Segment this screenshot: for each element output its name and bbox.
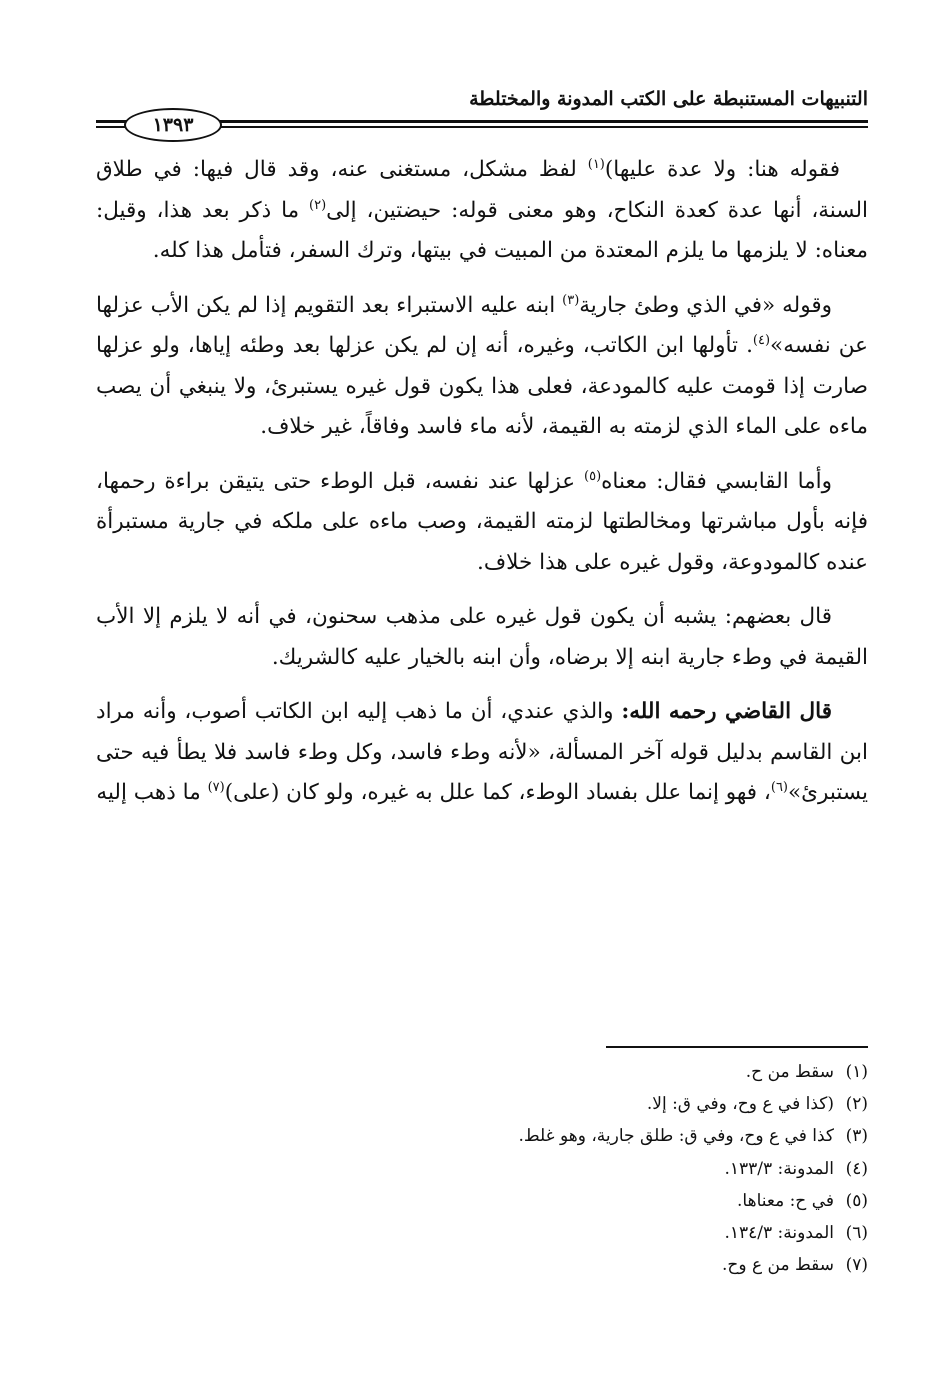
footnote bbox=[300, 1249, 868, 1281]
text-run: ابنه عليه الاستبراء بعد التقويم إذا لم يكن الأب عزلها عن نفسه» bbox=[96, 292, 868, 358]
text-run: ، فهو إنما علل بفساد الوطء، كما علل به غيره، ولو كان (على) bbox=[224, 780, 771, 805]
footnote bbox=[300, 1120, 868, 1152]
footnote bbox=[300, 1217, 868, 1249]
footnote bbox=[300, 1185, 868, 1217]
paragraph bbox=[96, 597, 868, 678]
footnote-text: سقط من ح. bbox=[745, 1062, 834, 1082]
footnote-marker: (٧) bbox=[207, 779, 225, 795]
footnotes-list bbox=[300, 1056, 868, 1281]
page-header bbox=[96, 84, 868, 140]
text-run: ما ذكر بعد هذا، وقيل: معناه: لا يلزمها ما يلزم المعتدة من المبيت في بيتها، وترك السفر، فتأمل هذا كله. bbox=[96, 197, 868, 263]
footnote bbox=[300, 1088, 868, 1120]
footnote-number: (٦) bbox=[845, 1223, 868, 1244]
text-run: وقوله «في الذي وطئ جارية bbox=[579, 292, 832, 318]
running-title: التنبيهات المستنبطة على الكتب المدونة والمختلطة bbox=[469, 88, 868, 110]
paragraph bbox=[96, 462, 868, 584]
footnote-text: المدونة: ١٣٣/٣. bbox=[724, 1158, 834, 1179]
bold-lead-text: قال القاضي رحمه الله: bbox=[621, 699, 832, 724]
text-run: لفظ مشكل، مستغنى عنه، وقد قال فيها: في طلاق السنة، أنها عدة كعدة النكاح، وهو معنى قوله: حيضتين، إلى bbox=[96, 157, 868, 223]
footnote-marker: (٦) bbox=[770, 779, 788, 795]
text-run: . تأولها ابن الكاتب، وغيره، أنه إن لم يكن عزلها بعد وطئه إياها، ولو عزلها صارت إذا قومت عليه كالمودعة، فعلى هذا يكون قول غيره يستبرئ، ولا ينبغي أن يصب ماءه على الماء الذي لزمته به القيمة، لأنه ماء فاسد وفاقاً، غير خلاف. bbox=[96, 333, 868, 439]
paragraph bbox=[96, 692, 868, 814]
footnote-number: (١) bbox=[845, 1062, 868, 1082]
text-run: قال بعضهم: يشبه أن يكون قول غيره على مذهب سحنون، في أنه لا يلزم إلا الأب القيمة في وطء جارية ابنه إلا برضاه، وأن ابنه بالخيار عليه كالشريك. bbox=[96, 604, 868, 670]
footnote-text: كذا في ع وح، وفي ق: طلق جارية، وهو غلط. bbox=[518, 1126, 834, 1147]
footnote-marker: (١) bbox=[587, 156, 605, 172]
text-run: فقوله هنا: ولا عدة عليها) bbox=[604, 157, 840, 182]
footnote-text: في ح: معناها. bbox=[737, 1190, 834, 1211]
footnote-separator bbox=[606, 1046, 868, 1048]
footnote-number: (٧) bbox=[845, 1255, 868, 1276]
footnote-marker: (٣) bbox=[562, 292, 580, 308]
text-run: وأما القابسي فقال: معناه bbox=[601, 468, 832, 494]
footnote-number: (٥) bbox=[845, 1190, 868, 1211]
text-run: عزلها عند نفسه، قبل الوطء حتى يتيقن براءة رحمها، فإنه بأول مباشرتها ومخالطتها لزمته القيمة، وصب ماءه على ملكه في جارية مستبرأة عنده كالمودوعة، وقول غيره على هذا خلاف. bbox=[96, 468, 868, 575]
text-run: والذي عندي، أن ما ذهب إليه ابن الكاتب أصوب، وأنه مراد ابن القاسم بدليل قوله آخر المسألة، «لأنه وطء فاسد، وكل وطء فاسد فلا يطأ فيه حتى يستبرئ» bbox=[96, 699, 868, 805]
footnote-marker: (٢) bbox=[309, 197, 327, 213]
footnote-marker: (٤) bbox=[752, 332, 771, 348]
footnote bbox=[300, 1153, 868, 1185]
footnote-number: (٣) bbox=[845, 1126, 868, 1147]
body-text bbox=[96, 150, 868, 828]
footnote-number: (٤) bbox=[845, 1158, 868, 1179]
footnote bbox=[300, 1056, 868, 1088]
paragraph bbox=[96, 150, 868, 272]
page-number: ١٣٩٣ bbox=[124, 108, 222, 142]
footnote-number: (٢) bbox=[845, 1094, 868, 1115]
footnote-marker: (٥) bbox=[584, 468, 602, 484]
footnote-text: (كذا في ع وح، وفي ق: إلا. bbox=[646, 1094, 834, 1115]
footnote-text: سقط من ع وح. bbox=[722, 1255, 834, 1276]
paragraph bbox=[96, 286, 868, 448]
text-run: ما ذهب إليه bbox=[96, 780, 208, 805]
footnote-text: المدونة: ١٣٤/٣. bbox=[724, 1223, 834, 1244]
